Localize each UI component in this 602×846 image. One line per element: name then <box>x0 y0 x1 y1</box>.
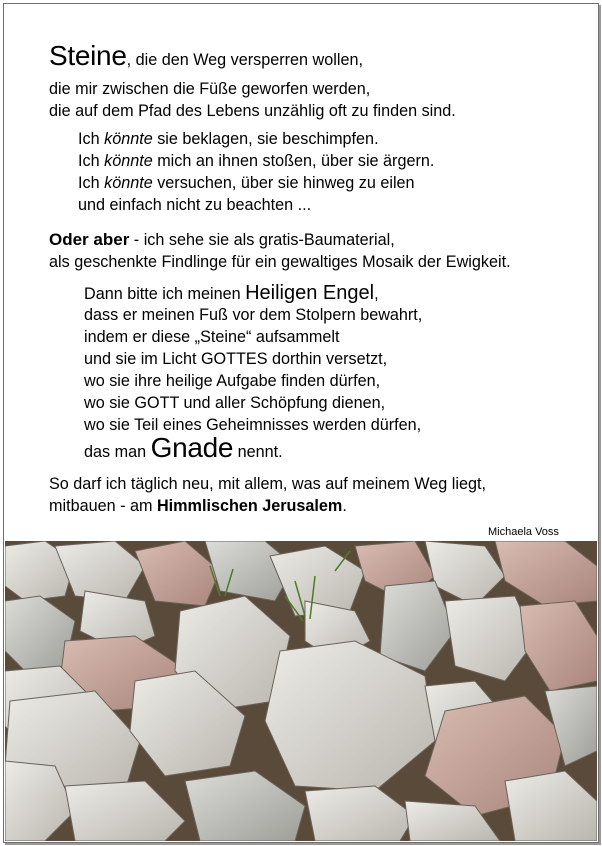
word-steine: Steine <box>49 40 127 71</box>
poem-card <box>3 3 599 843</box>
line-s5-1: So darf ich täglich neu, mit allem, was auf meinem Weg liegt, <box>49 475 486 493</box>
line-s1-1: Steine, die den Weg versperren wollen, <box>49 40 363 71</box>
line-s4-8: das man Gnade nennt. <box>84 432 283 463</box>
line-s2-3: Ich könnte versuchen, über sie hinweg zu eilen <box>78 174 415 192</box>
line-s4-4: und sie im Licht GOTTES dorthin versetzt, <box>84 350 388 368</box>
line-s4-6: wo sie GOTT und aller Schöpfung dienen, <box>84 394 386 412</box>
line-s1-3: die auf dem Pfad des Lebens unzählig oft zu finden sind. <box>49 102 456 120</box>
line-s2-1: Ich könnte sie beklagen, sie beschimpfen. <box>78 130 379 148</box>
line-s4-5: wo sie ihre heilige Aufgabe finden dürfen, <box>84 372 381 390</box>
line-s1-2: die mir zwischen die Füße geworfen werden, <box>49 80 371 98</box>
line-s4-3: indem er diese „Steine“ aufsammelt <box>84 328 340 346</box>
line-s2-4: und einfach nicht zu beachten ... <box>78 196 312 214</box>
heiliger-engel-text: Heiligen Engel <box>245 282 375 304</box>
line-s2-2: Ich könnte mich an ihnen stoßen, über sie ärgern. <box>78 152 435 170</box>
word-gnade: Gnade <box>150 432 234 463</box>
line-s3-1: Oder aber - ich sehe sie als gratis-Baumaterial, <box>49 230 395 249</box>
stones-photo <box>5 541 597 841</box>
line-s4-1: Dann bitte ich meinen Heiligen Engel, <box>84 282 379 304</box>
line-s5-2: mitbauen - am Himmlischen Jerusalem. <box>49 497 347 515</box>
line-s3-2: als geschenkte Findlinge für ein gewaltiges Mosaik der Ewigkeit. <box>49 253 511 271</box>
line-s4-2: dass er meinen Fuß vor dem Stolpern bewahrt, <box>84 306 423 324</box>
author-signature: Michaela Voss <box>488 526 559 538</box>
line-s4-7: wo sie Teil eines Geheimnisses werden dürfen, <box>84 416 422 434</box>
